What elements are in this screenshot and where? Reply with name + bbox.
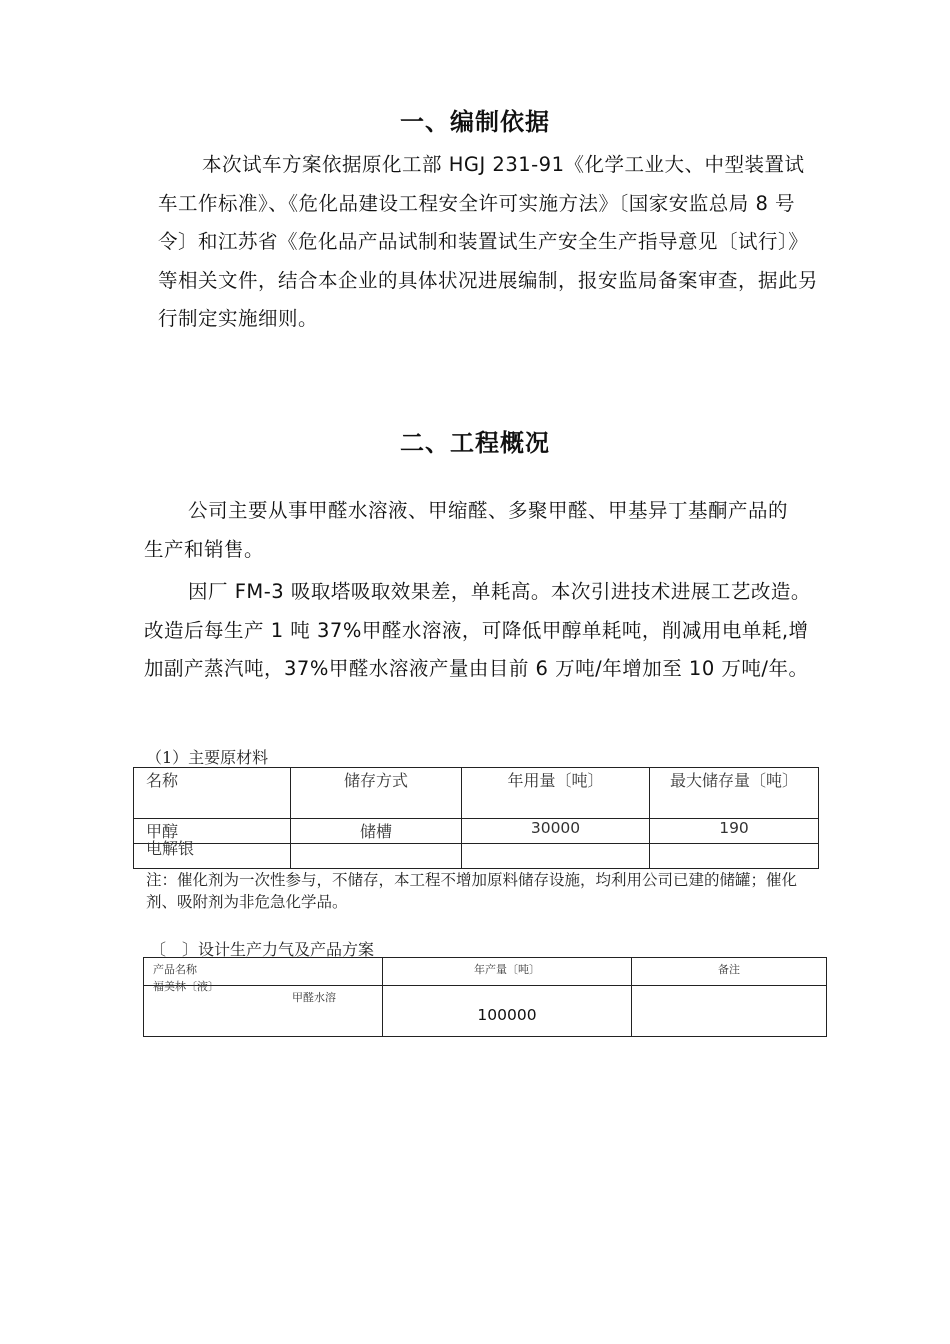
capacity-header-product-label: 产品名称 [153, 963, 197, 976]
section-1-heading: 一、编制依据 [400, 108, 550, 136]
material-max-storage [650, 844, 819, 869]
section-2-paragraph-2: 因厂 FM-3 吸取塔吸取效果差，单耗高。本次引进技术进展工艺改造。改造后每生产 1 吨 37%甲醛水溶液，可降低甲醇单耗吨，削减用电单耗,增加副产蒸汽吨，37%甲醛水溶液产量由目前 6 万吨/年增加至 10 万吨/年。 [144, 580, 811, 680]
capacity-product-cell [144, 980, 383, 1037]
capacity-header-output: 年产量〔吨〕 [383, 958, 632, 986]
capacity-product-name-b: 甲醛水溶 [292, 991, 336, 1004]
materials-header-max-storage: 最大储存量〔吨〕 [650, 768, 819, 819]
materials-header-annual-usage: 年用量〔吨〕 [462, 768, 650, 819]
material-max-storage: 190 [650, 819, 819, 844]
material-storage: 储槽 [291, 819, 462, 844]
material-name: 甲醇 [134, 819, 291, 844]
material-annual-usage [462, 844, 650, 869]
table-row [134, 844, 819, 869]
section-1-paragraph: 本次试车方案依据原化工部 HGJ 231-91《化学工业大、中型装置试车工作标准》、《危化品建设工程安全许可实施方法》〔国家安监总局 8 号令〕和江苏省《危化品产品试制和装置试生产安全生产指导意见〔试行〕》等相关文件，结合本企业的具体状况进展编制，报安监局备案审查，据此另行制定实施细则。 [158, 153, 819, 330]
table-row [134, 819, 819, 844]
capacity-product-name-a: 福美林〔液〕 [153, 980, 219, 993]
materials-note: 注：催化剂为一次性参与，不储存，本工程不增加原料储存设施，均利用公司已建的储罐；催化剂、吸附剂为非危急化学品。 [146, 871, 798, 911]
section-2-paragraph-1: 公司主要从事甲醛水溶液、甲缩醛、多聚甲醛、甲基异丁基酮产品的生产和销售。 [144, 499, 789, 561]
material-annual-usage: 30000 [462, 819, 650, 844]
materials-header-row [134, 768, 819, 819]
capacity-header-row [144, 958, 827, 986]
materials-caption: （1）主要原材料 [146, 748, 269, 767]
capacity-output-cell [383, 986, 632, 1037]
material-name: 电解银 [134, 844, 291, 869]
table-row [144, 986, 827, 1037]
materials-table [133, 767, 819, 869]
section-2-heading: 二、工程概况 [400, 429, 550, 457]
capacity-output-value: 100000 [477, 1006, 537, 1024]
materials-header-name: 名称 [134, 768, 291, 819]
capacity-table [143, 957, 827, 1037]
capacity-header-remark: 备注 [632, 958, 827, 986]
material-storage [291, 844, 462, 869]
capacity-remark-cell [632, 986, 827, 1037]
capacity-caption: 〔 〕设计生产力气及产品方案 [150, 940, 375, 959]
materials-header-storage: 储存方式 [291, 768, 462, 819]
